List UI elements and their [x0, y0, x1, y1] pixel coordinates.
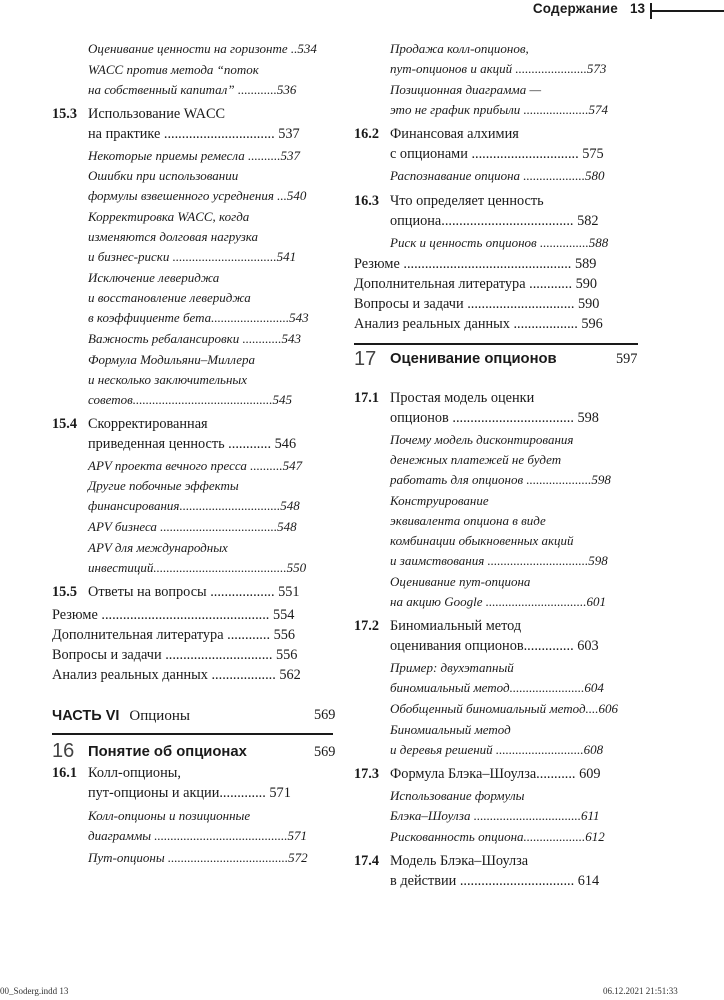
toc-entry: Резюме ............................................... 589 — [354, 256, 597, 272]
subsection-entry: и восстановление левериджа — [88, 290, 251, 305]
part-label: ЧАСТЬ VI — [52, 708, 120, 724]
subsection-entry: Продажа колл-опционов, — [390, 41, 529, 56]
subsection-entry: WACC против метода “поток — [88, 62, 259, 77]
toc-entry: Резюме ............................................... 554 — [52, 607, 295, 623]
section-number: 17.1 — [354, 390, 380, 406]
toc-entry: Формула Блэка–Шоулза........... 609 — [390, 766, 601, 782]
running-header — [0, 0, 724, 20]
toc-entry: Анализ реальных данных .................. 596 — [354, 316, 603, 332]
subsection-entry: APV бизнеса ....................................548 — [88, 519, 297, 534]
subsection-entry: и несколько заключительных — [88, 372, 247, 387]
subsection-entry: в коэффициенте бета........................543 — [88, 310, 309, 325]
subsection-entry: и бизнес-риски ................................541 — [88, 249, 297, 264]
section-number: 16.2 — [354, 126, 380, 142]
subsection-entry: Оценивание пут-опциона — [390, 574, 531, 589]
toc-entry: Вопросы и задачи .............................. 590 — [354, 296, 600, 312]
subsection-entry: Некоторые приемы ремесла ..........537 — [88, 148, 300, 163]
header-rule — [652, 10, 724, 12]
footer-file: 00_Soderg.indd 13 — [0, 986, 69, 996]
subsection-entry: Исключение левериджа — [88, 270, 220, 285]
subsection-entry: Корректировка WACC, когда — [88, 209, 250, 224]
toc-entry: в действии ................................ 614 — [390, 873, 600, 889]
part-heading — [52, 707, 190, 725]
subsection-entry: комбинации обыкновенных акций — [390, 533, 574, 548]
toc-entry: Использование WACC — [88, 106, 226, 122]
toc-entry: Вопросы и задачи .............................. 556 — [52, 647, 298, 663]
section-number: 17.3 — [354, 766, 380, 782]
subsection-entry: Колл-опционы и позиционные — [88, 808, 251, 823]
subsection-entry: диаграммы .........................................571 — [88, 828, 308, 843]
section-number: 15.4 — [52, 416, 78, 432]
toc-entry: с опционами .............................. 575 — [390, 146, 604, 162]
toc-entry: Колл-опционы, — [88, 765, 181, 781]
chapter-page: 569 — [314, 744, 336, 760]
section-number: 15.3 — [52, 106, 78, 122]
subsection-entry: на акцию Google ...............................601 — [390, 594, 606, 609]
subsection-entry: Обобщенный биномиальный метод....606 — [390, 701, 619, 716]
subsection-entry: Формула Модильяни–Миллера — [88, 352, 255, 367]
subsection-entry: APV для международных — [88, 540, 228, 555]
subsection-entry: Позиционная диаграмма — — [390, 82, 542, 97]
subsection-entry: Использование формулы — [390, 788, 525, 803]
chapter-title: Понятие об опционах — [88, 744, 247, 760]
toc-entry: Дополнительная литература ............ 556 — [52, 627, 296, 643]
chapter-title: Оценивание опционов — [390, 351, 557, 367]
toc-entry: пут-опционы и акции............. 571 — [88, 785, 291, 801]
subsection-entry: биномиальный метод.......................604 — [390, 680, 604, 695]
subsection-entry: Конструирование — [390, 493, 489, 508]
subsection-entry: изменяются долговая нагрузка — [88, 229, 259, 244]
section-number: 17.2 — [354, 618, 380, 634]
subsection-entry: Пут-опционы .....................................572 — [88, 850, 308, 865]
subsection-entry: пут-опционов и акций ......................573 — [390, 61, 607, 76]
toc-entry: опционов .................................. 598 — [390, 410, 599, 426]
subsection-entry: инвестиций.........................................550 — [88, 560, 307, 575]
subsection-entry: Риск и ценность опционов ...............588 — [390, 235, 609, 250]
toc-entry: Биномиальный метод — [390, 618, 522, 634]
subsection-entry: Другие побочные эффекты — [88, 478, 239, 493]
subsection-entry: на собственный капитал” ............536 — [88, 82, 297, 97]
subsection-entry: это не график прибыли ....................574 — [390, 102, 609, 117]
toc-entry: Дополнительная литература ............ 590 — [354, 276, 598, 292]
toc-entry: приведенная ценность ............ 546 — [88, 436, 297, 452]
subsection-entry: советов...........................................545 — [88, 392, 292, 407]
subsection-entry: Ошибки при использовании — [88, 168, 239, 183]
subsection-entry: работать для опционов ....................598 — [390, 472, 611, 487]
subsection-entry: Важность ребалансировки ............543 — [88, 331, 301, 346]
toc-entry: опциона..................................... 582 — [390, 213, 599, 229]
header-page-number: 13 — [630, 1, 646, 16]
toc-entry: Финансовая алхимия — [390, 126, 519, 142]
chapter-number: 17 — [354, 348, 377, 370]
part-title: Опционы — [129, 708, 190, 724]
subsection-entry: APV проекта вечного пресса ..........547 — [88, 458, 303, 473]
subsection-entry: формулы взвешенного усреднения ...540 — [88, 188, 307, 203]
subsection-entry: и деревья решений ...........................608 — [390, 742, 604, 757]
subsection-entry: и заимствования ...............................598 — [390, 553, 608, 568]
toc-entry: оценивания опционов.............. 603 — [390, 638, 599, 654]
header-title: Содержание — [532, 1, 618, 16]
toc-entry: Анализ реальных данных .................. 562 — [52, 667, 301, 683]
subsection-entry: Пример: двухэтапный — [390, 660, 514, 675]
chapter-rule — [52, 733, 333, 735]
section-number: 16.1 — [52, 765, 78, 781]
subsection-entry: Распознавание опциона ...................580 — [390, 168, 605, 183]
chapter-number: 16 — [52, 740, 75, 762]
subsection-entry: Блэка–Шоулза .................................611 — [390, 808, 600, 823]
subsection-entry: Почему модель дисконтирования — [390, 432, 574, 447]
toc-entry: на практике ............................... 537 — [88, 126, 300, 142]
subsection-entry: Оценивание ценности на горизонте ..534 — [88, 41, 317, 56]
chapter-page: 597 — [616, 351, 638, 367]
subsection-entry: Рискованность опциона...................612 — [390, 829, 605, 844]
section-number: 15.5 — [52, 584, 78, 600]
subsection-entry: эквивалента опциона в виде — [390, 513, 546, 528]
subsection-entry: денежных платежей не будет — [390, 452, 562, 467]
part-page: 569 — [314, 707, 336, 723]
toc-entry: Скорректированная — [88, 416, 208, 432]
toc-entry: Модель Блэка–Шоулза — [390, 853, 529, 869]
toc-entry: Что определяет ценность — [390, 193, 544, 209]
toc-entry: Ответы на вопросы .................. 551 — [88, 584, 300, 600]
chapter-rule — [354, 343, 638, 345]
toc-entry: Простая модель оценки — [390, 390, 535, 406]
section-number: 17.4 — [354, 853, 380, 869]
section-number: 16.3 — [354, 193, 380, 209]
subsection-entry: финансирования...............................548 — [88, 498, 300, 513]
footer-stamp: 06.12.2021 21:51:33 — [603, 986, 678, 996]
subsection-entry: Биномиальный метод — [390, 722, 511, 737]
